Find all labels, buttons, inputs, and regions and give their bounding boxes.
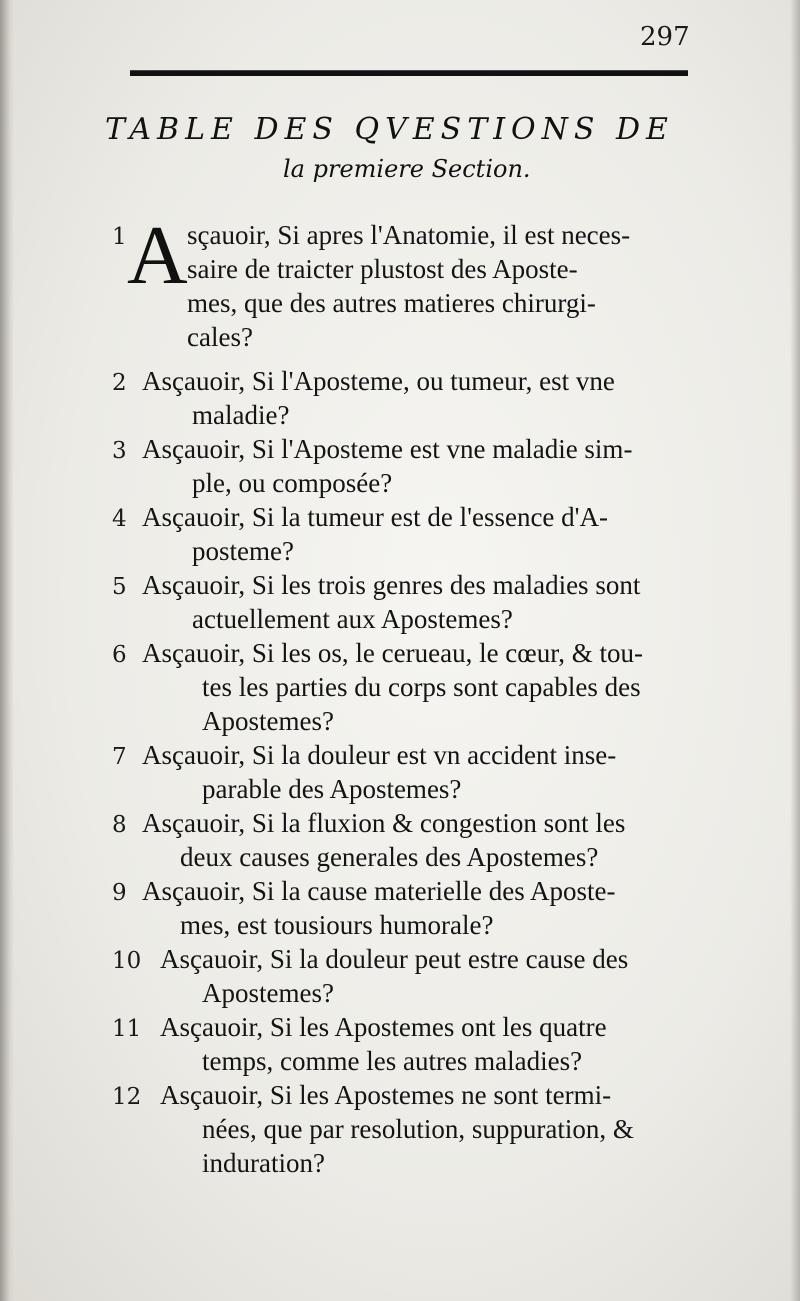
question-text <box>112 500 608 568</box>
question-line: mes, que des autres matieres chirurgi- <box>187 288 596 318</box>
question-number: 1 <box>112 224 127 250</box>
question-text <box>112 1010 607 1078</box>
question-line: ple, ou composée? <box>192 468 393 498</box>
question-line: Asçauoir, Si les os, le cerueau, le cœur, & tou- <box>142 638 643 668</box>
question-line: saire de traicter plustost des Aposte- <box>187 254 578 284</box>
question-text <box>112 364 615 432</box>
question-text <box>112 806 625 874</box>
drop-cap: A <box>127 209 188 302</box>
question-text <box>112 636 643 738</box>
question-line: posteme? <box>192 536 294 566</box>
question-text <box>112 942 628 1010</box>
question-line: maladie? <box>192 400 290 430</box>
question-text <box>112 874 616 942</box>
question-number: 8 <box>112 812 127 838</box>
question-line: Asçauoir, Si la tumeur est de l'essence d'A- <box>142 502 609 532</box>
question-text <box>112 568 640 636</box>
question-number: 2 <box>112 370 127 396</box>
question-line: Apostemes? <box>202 978 334 1008</box>
question-number: 4 <box>112 506 127 532</box>
question-line: Asçauoir, Si la fluxion & congestion sont les <box>142 808 626 838</box>
page-title: TABLE DES QVESTIONS DE <box>105 112 674 147</box>
question-number: 11 <box>112 1016 142 1042</box>
question-line: deux causes generales des Apostemes? <box>180 842 599 872</box>
question-number: 5 <box>112 574 127 600</box>
question-line: nées, que par resolution, suppuration, & <box>202 1114 634 1144</box>
question-line: Asçauoir, Si l'Aposteme, ou tumeur, est vne <box>142 366 615 396</box>
page-subtitle: la premiere Section. <box>283 155 531 183</box>
question-line: parable des Apostemes? <box>202 774 462 804</box>
question-text <box>112 218 630 354</box>
question-line: Asçauoir, Si les trois genres des maladies sont <box>142 570 641 600</box>
question-line: Apostemes? <box>202 706 334 736</box>
question-line: tes les parties du corps sont capables des <box>202 672 641 702</box>
question-line: Asçauoir, Si les Apostemes ont les quatre <box>160 1012 607 1042</box>
question-line: Asçauoir, Si la douleur est vn accident inse- <box>142 740 617 770</box>
question-number: 10 <box>112 948 142 974</box>
question-line: Asçauoir, Si les Apostemes ne sont termi- <box>160 1080 612 1110</box>
question-line: induration? <box>202 1148 325 1178</box>
question-text <box>112 738 616 806</box>
question-line: cales? <box>187 322 253 352</box>
question-line: sçauoir, Si apres l'Anatomie, il est neces- <box>187 220 631 250</box>
page-number: 297 <box>640 22 690 52</box>
question-line: Asçauoir, Si la cause materielle des Aposte- <box>142 876 616 906</box>
question-number: 6 <box>112 642 127 668</box>
question-text <box>112 1078 634 1180</box>
question-line: Asçauoir, Si la douleur peut estre cause des <box>160 944 629 974</box>
question-number: 9 <box>112 880 127 906</box>
question-text <box>112 432 632 500</box>
question-line: actuellement aux Apostemes? <box>192 604 513 634</box>
question-line: mes, est tousiours humorale? <box>180 910 494 940</box>
question-line: Asçauoir, Si l'Aposteme est vne maladie sim- <box>142 434 633 464</box>
question-number: 12 <box>112 1084 142 1110</box>
question-line: temps, comme les autres maladies? <box>202 1046 583 1076</box>
question-number: 7 <box>112 744 127 770</box>
question-number: 3 <box>112 438 127 464</box>
